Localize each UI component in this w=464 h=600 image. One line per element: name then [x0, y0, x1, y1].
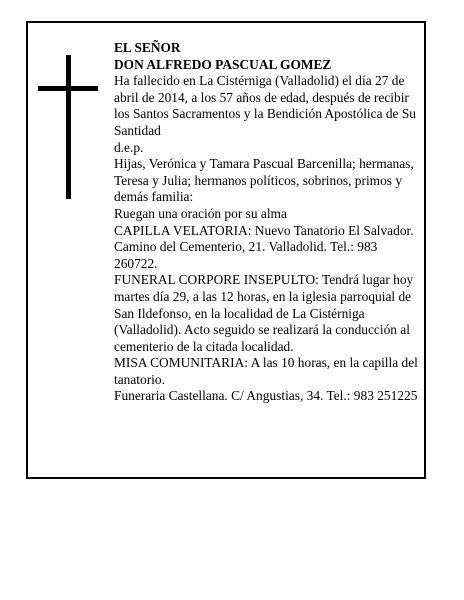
title-line-1: EL SEÑOR [114, 40, 181, 55]
community-mass: MISA COMUNITARIA: A las 10 horas, en la capilla del tanatorio. [114, 355, 418, 387]
deceased-name: DON ALFREDO PASCUAL GOMEZ [114, 56, 332, 72]
obituary-text [114, 40, 420, 405]
funeral-details: FUNERAL CORPORE INSEPULTO: Tendrá lugar hoy martes día 29, a las 12 horas, en la iglesia parroquial de San Ildefonso, en la localidad de La Cistérniga (Valladolid). Acto seguido se realizará la conducción al cementerio de la citada localidad. [114, 272, 414, 354]
family-list: Hijas, Verónica y Tamara Pascual Barcenilla; hermanas, Teresa y Julia; hermanos políticos, sobrinos, primos y demás familia: [114, 156, 414, 205]
wake-location: CAPILLA VELATORIA: Nuevo Tanatorio El Salvador. Camino del Cementerio, 21. Valladolid. Tel.: 983 260722. [114, 222, 414, 271]
death-announcement: Ha fallecido en La Cistérniga (Valladolid) el día 27 de abril de 2014, a los 57 años de edad, después de recibir los Santos Sacramentos y la Bendición Apostólica de Su Santidad [114, 73, 416, 138]
latin-cross-icon [38, 55, 98, 199]
cross-horizontal-bar [38, 86, 98, 91]
obituary-notice [26, 21, 426, 479]
rip-abbreviation: d.e.p. [114, 139, 144, 155]
prayer-request: Ruegan una oración por su alma [114, 205, 287, 221]
funeral-home: Funeraria Castellana. C/ Angustias, 34. Tel.: 983 251225 [114, 388, 418, 404]
cross-vertical-bar [66, 55, 71, 199]
